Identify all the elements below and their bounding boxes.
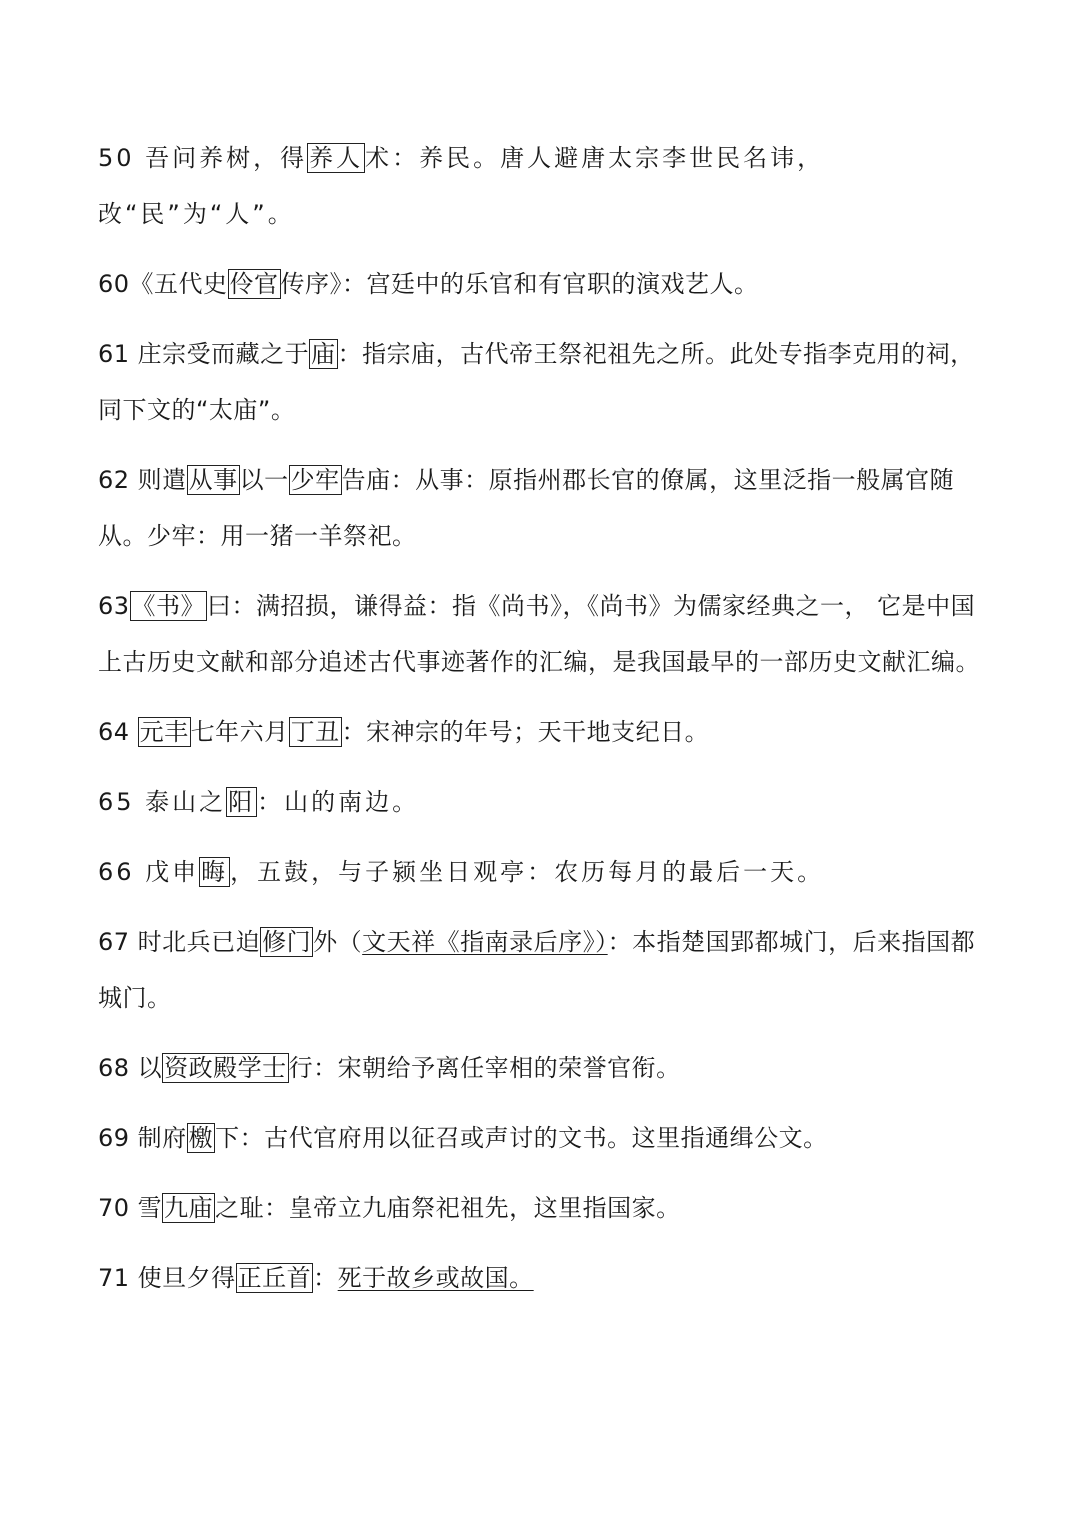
entry-65	[98, 774, 998, 830]
entry-text: 68 以	[98, 1054, 163, 1082]
entry-62	[98, 452, 998, 564]
entry-text: ，五鼓，与子颍坐日观亭：农历每月的最后一天。	[230, 858, 825, 886]
boxed-term: 修门	[262, 928, 312, 956]
entry-60	[98, 256, 998, 312]
entry-text: 以一	[239, 466, 289, 494]
entry-text: 传序》：宫廷中的乐官和有官职的演戏艺人。	[280, 270, 759, 298]
entry-text: 外（	[313, 928, 363, 956]
boxed-term: 檄	[188, 1124, 214, 1152]
entry-text: 61 庄宗受而藏之于	[98, 340, 310, 368]
boxed-term: 少牢	[290, 466, 340, 494]
boxed-term: 伶官	[229, 270, 279, 298]
boxed-term: 庙	[311, 340, 336, 368]
entry-text: 下：古代官府用以征召或声讨的文书。这里指通缉公文。	[215, 1124, 828, 1152]
entry-text: 67 时北兵已迫	[98, 928, 261, 956]
entry-text: 62 则遣	[98, 466, 187, 494]
boxed-term: 九庙	[164, 1194, 214, 1222]
entry-text: 50 吾问养树，得	[98, 144, 308, 172]
entry-61	[98, 326, 998, 438]
entry-text: ：	[313, 1264, 338, 1292]
entry-text: 行：宋朝给予离任宰相的荣誉官衔。	[288, 1054, 681, 1082]
entry-66	[98, 844, 998, 900]
entry-text: ：山的南边。	[257, 788, 420, 816]
entry-text: 曰：满招损，谦得益：指《尚书》，《尚书》为儒家经典之一， 它是中国上古历史文献和部分追述古代事迹著作的汇编，是我国最早的一部历史文献汇编。	[98, 592, 980, 676]
entry-text: ：本指楚国郢都城门，后来指国都城门。	[98, 928, 976, 1012]
boxed-term: 资政殿学士	[164, 1054, 287, 1082]
entry-text: 七年六月	[190, 718, 289, 746]
boxed-term: 丁丑	[290, 718, 340, 746]
underlined-definition: 死于故乡或故国。	[337, 1264, 534, 1292]
entry-text: 告庙：从事：原指州郡长官的僚属，这里泛指一般属官随从。少牢：用一猪一羊祭祀。	[98, 466, 955, 550]
underlined-source: 文天祥《指南录后序》）	[362, 928, 608, 956]
document-page	[98, 130, 998, 1320]
entry-64	[98, 704, 998, 760]
entry-text: 71 使旦夕得	[98, 1264, 236, 1292]
boxed-term: 养人	[309, 144, 364, 172]
entry-text: ：指宗庙，古代帝王祭祀祖先之所。此处专指李克用的祠，同下文的“太庙”。	[98, 340, 975, 424]
entry-text: 70 雪	[98, 1194, 163, 1222]
entry-71	[98, 1250, 998, 1306]
entry-68	[98, 1040, 998, 1096]
entry-text: 之耻：皇帝立九庙祭祀祖先，这里指国家。	[215, 1194, 681, 1222]
entry-text: 60《五代史	[98, 270, 228, 298]
entry-50	[98, 130, 998, 242]
boxed-term: 正丘首	[237, 1264, 312, 1292]
boxed-term: 阳	[228, 788, 256, 816]
boxed-term: 元丰	[139, 718, 189, 746]
entry-67	[98, 914, 998, 1026]
entry-text: 63	[98, 592, 130, 620]
boxed-term: 《书》	[131, 592, 206, 620]
boxed-term: 从事	[188, 466, 238, 494]
entry-text: 65 泰山之	[98, 788, 227, 816]
entry-69	[98, 1110, 998, 1166]
entry-text: ：宋神宗的年号；天干地支纪日。	[341, 718, 710, 746]
entry-text: 69 制府	[98, 1124, 187, 1152]
entry-70	[98, 1180, 998, 1236]
entry-63	[98, 578, 998, 690]
entry-text: 64	[98, 718, 138, 746]
boxed-term: 晦	[201, 858, 229, 886]
entry-text: 66 戊申	[98, 858, 200, 886]
entry-text: 术：养民。唐人避唐太宗李世民名讳，改“民”为“人”。	[98, 144, 825, 228]
